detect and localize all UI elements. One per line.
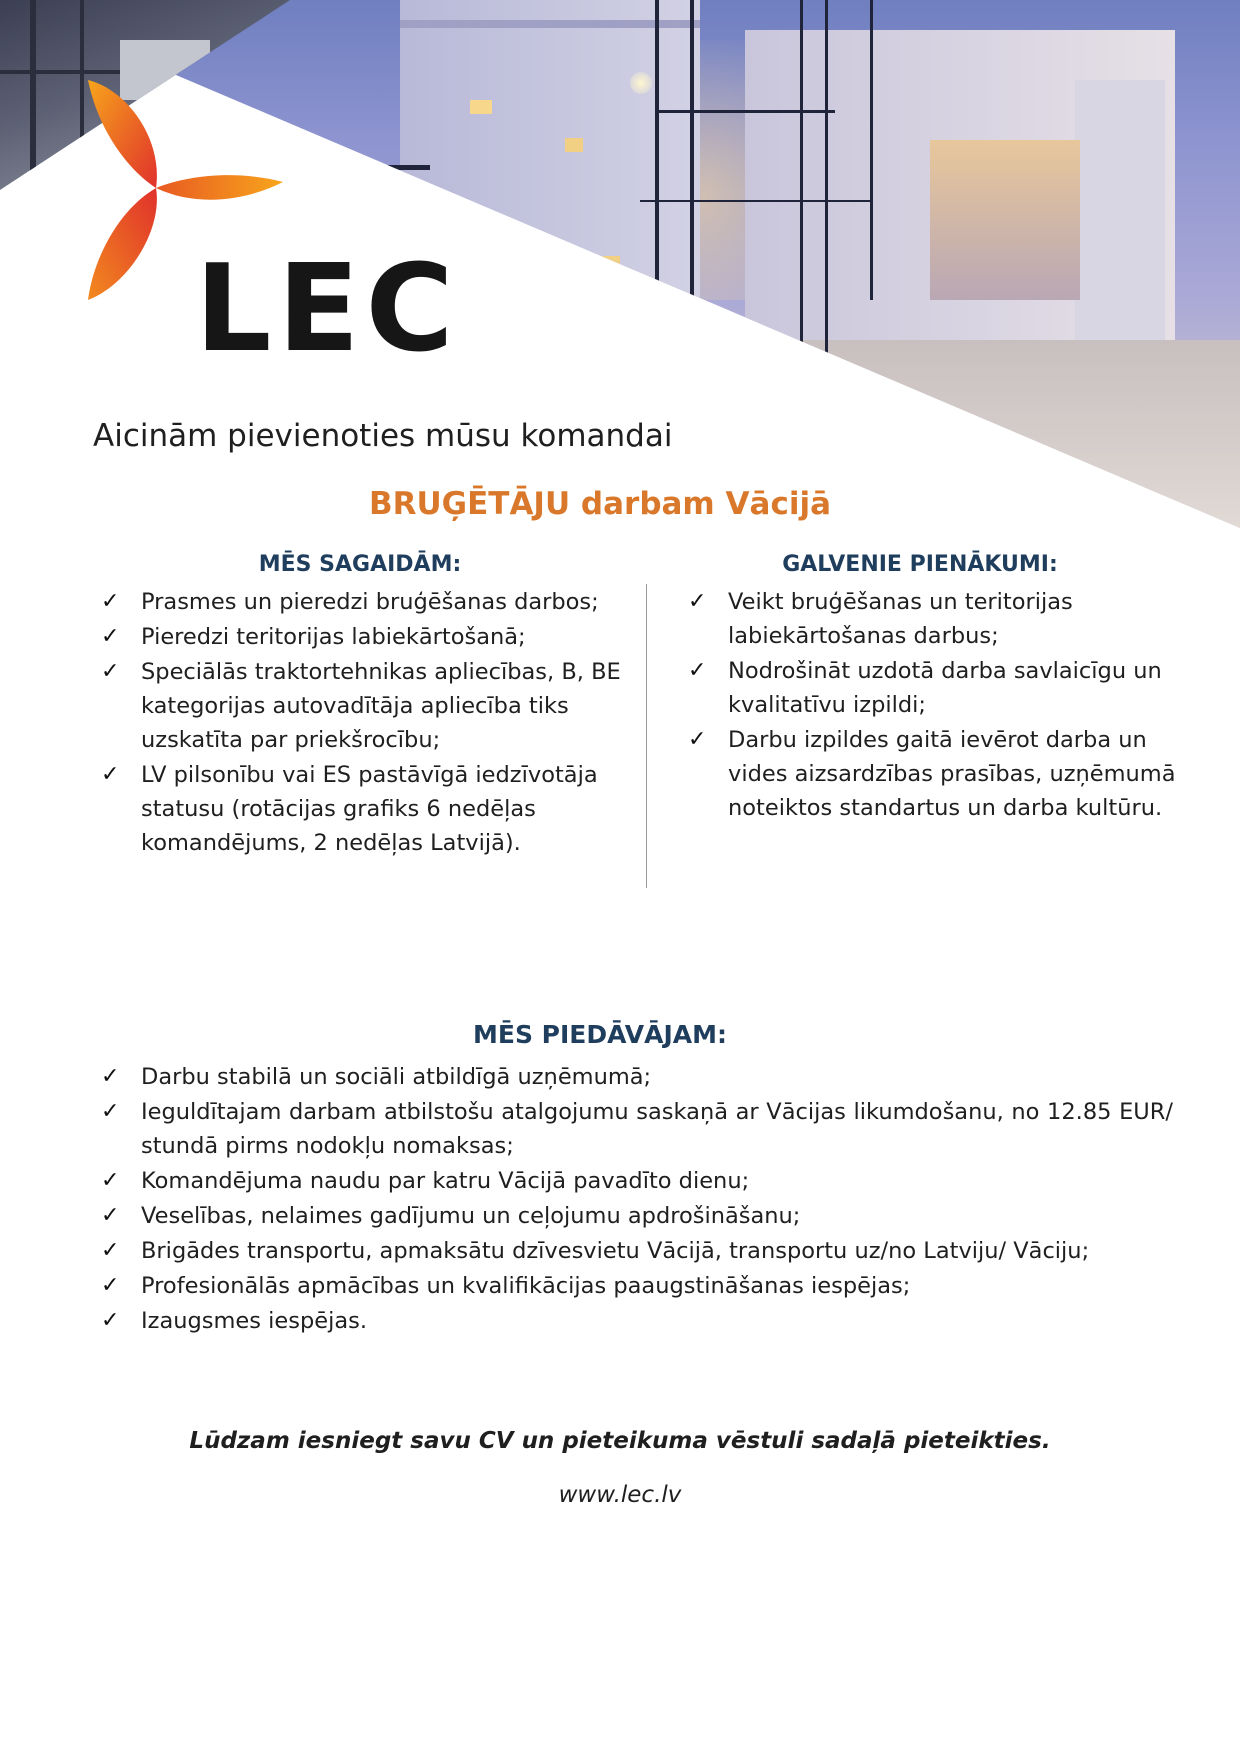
list-item-text: Veselības, nelaimes gadījumu un ceļojumu apdrošināšanu; — [141, 1203, 801, 1229]
duties-heading: GALVENIE PIENĀKUMI: — [782, 552, 1058, 577]
checkmark-icon: ✓ — [688, 658, 707, 683]
list-item — [93, 1164, 1173, 1198]
list-item — [93, 1234, 1173, 1268]
list-item — [93, 758, 623, 860]
list-item — [93, 585, 623, 619]
list-item-text: Profesionālās apmācības un kvalifikācijas paaugstināšanas iespējas; — [141, 1273, 911, 1299]
checkmark-icon: ✓ — [101, 589, 120, 614]
list-item-text: Pieredzi teritorijas labiekārtošanā; — [141, 624, 526, 650]
column-divider — [646, 584, 647, 888]
list-item-text: Veikt bruģēšanas un teritorijas labiekārtošanas darbus; — [728, 589, 1073, 649]
list-item-text: Darbu stabilā un sociāli atbildīgā uzņēmumā; — [141, 1064, 652, 1090]
intro-text: Aicinām pievienoties mūsu komandai — [93, 418, 673, 454]
list-item-text: LV pilsonību vai ES pastāvīgā iedzīvotāja statusu (rotācijas grafiks 6 nedēļas komandējums, 2 nedēļas Latvijā). — [141, 762, 598, 856]
list-item — [93, 620, 623, 654]
list-item — [93, 655, 623, 757]
checkmark-icon: ✓ — [688, 727, 707, 752]
offer-heading: MĒS PIEDĀVĀJAM: — [473, 1020, 727, 1049]
checkmark-icon: ✓ — [101, 1099, 120, 1124]
list-item-text: Izaugsmes iespējas. — [141, 1308, 367, 1334]
checkmark-icon: ✓ — [101, 624, 120, 649]
list-item — [93, 1199, 1173, 1233]
list-item — [93, 1269, 1173, 1303]
offer-list — [93, 1060, 1173, 1339]
checkmark-icon: ✓ — [101, 1238, 120, 1263]
list-item-text: Prasmes un pieredzi bruģēšanas darbos; — [141, 589, 599, 615]
application-call-to-action: Lūdzam iesniegt savu CV un pieteikuma vēstuli sadaļā pieteikties. — [189, 1428, 1051, 1454]
list-item-text: Darbu izpildes gaitā ievērot darba un vides aizsardzības prasības, uzņēmumā noteiktos standartus un darba kultūru. — [728, 727, 1176, 821]
job-title: BRUĢĒTĀJU darbam Vācijā — [369, 486, 831, 522]
list-item-text: Speciālās traktortehnikas apliecības, B, BE kategorijas autovadītāja apliecība tiks uzskatīta par priekšrocību; — [141, 659, 621, 753]
list-item-text: Nodrošināt uzdotā darba savlaicīgu un kvalitatīvu izpildi; — [728, 658, 1162, 718]
list-item — [93, 1095, 1173, 1163]
list-item — [680, 585, 1205, 653]
checkmark-icon: ✓ — [101, 1273, 120, 1298]
list-item — [93, 1060, 1173, 1094]
website-link[interactable]: www.lec.lv — [558, 1482, 682, 1508]
duties-list — [680, 585, 1205, 826]
list-item — [680, 723, 1205, 825]
list-item — [680, 654, 1205, 722]
requirements-list — [93, 585, 623, 861]
list-item-text: Ieguldītajam darbam atbilstošu atalgojumu saskaņā ar Vācijas likumdošanu, no 12.85 EUR/ stundā pirms nodokļu nomaksas; — [141, 1099, 1173, 1159]
list-item-text: Brigādes transportu, apmaksātu dzīvesvietu Vācijā, transportu uz/no Latviju/ Vāciju; — [141, 1238, 1090, 1264]
checkmark-icon: ✓ — [101, 1308, 120, 1333]
checkmark-icon: ✓ — [101, 762, 120, 787]
checkmark-icon: ✓ — [101, 1203, 120, 1228]
logo-wordmark: LEC — [195, 240, 460, 379]
checkmark-icon: ✓ — [101, 1064, 120, 1089]
requirements-heading: MĒS SAGAIDĀM: — [258, 552, 462, 577]
checkmark-icon: ✓ — [101, 659, 120, 684]
checkmark-icon: ✓ — [688, 589, 707, 614]
checkmark-icon: ✓ — [101, 1168, 120, 1193]
list-item — [93, 1304, 1173, 1338]
list-item-text: Komandējuma naudu par katru Vācijā pavadīto dienu; — [141, 1168, 750, 1194]
